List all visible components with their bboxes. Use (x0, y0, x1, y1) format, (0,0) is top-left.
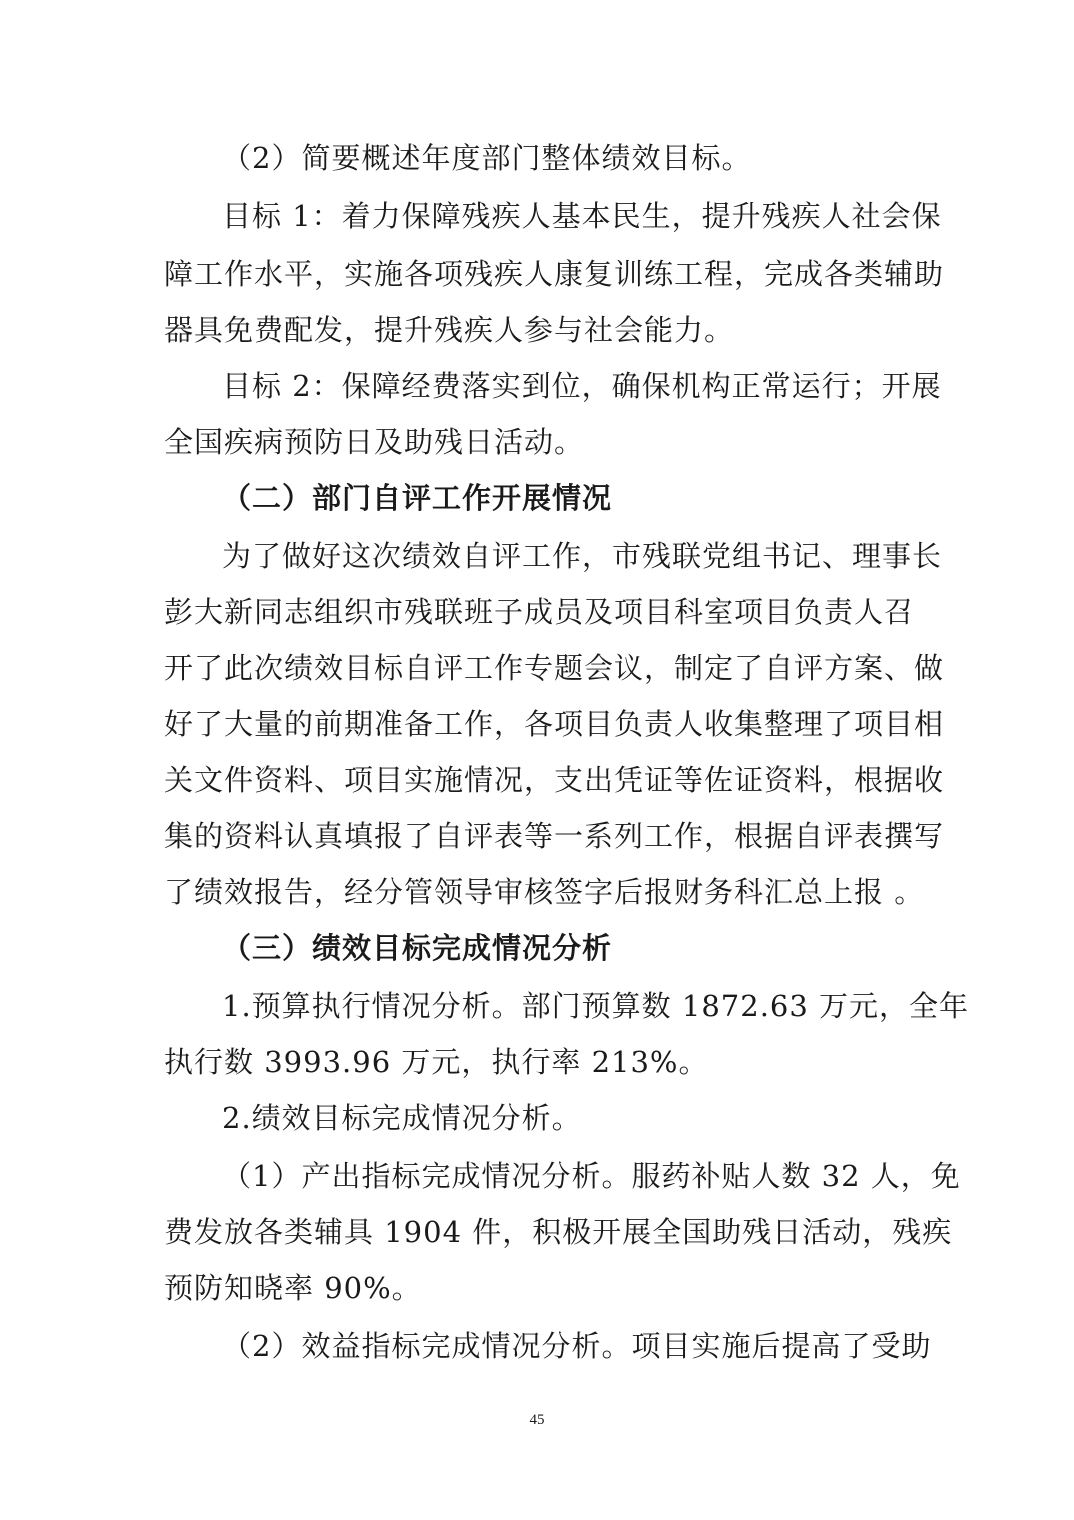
paragraph-line: 目标 1：着力保障残疾人基本民生，提升残疾人社会保 (222, 199, 942, 233)
paragraph-line: 关文件资料、项目实施情况，支出凭证等佐证资料，根据收 (164, 763, 945, 797)
page-number: 45 (529, 1412, 545, 1428)
paragraph-line: 全国疾病预防日及助残日活动。 (164, 425, 585, 459)
paragraph-line: 器具免费配发，提升残疾人参与社会能力。 (164, 313, 735, 347)
paragraph-line: 2.绩效目标完成情况分析。 (222, 1101, 582, 1135)
paragraph-line: （1）产出指标完成情况分析。服药补贴人数 32 人，免 (222, 1159, 961, 1193)
paragraph-line: 目标 2：保障经费落实到位，确保机构正常运行；开展 (222, 369, 942, 403)
section-heading: （三）绩效目标完成情况分析 (222, 931, 613, 965)
paragraph-line: 障工作水平，实施各项残疾人康复训练工程，完成各类辅助 (164, 257, 945, 291)
paragraph-line: 集的资料认真填报了自评表等一系列工作，根据自评表撰写 (164, 819, 945, 853)
paragraph-line: 彭大新同志组织市残联班子成员及项目科室项目负责人召 (164, 595, 915, 629)
paragraph-line: （2）效益指标完成情况分析。项目实施后提高了受助 (222, 1329, 932, 1363)
paragraph-line: 预防知晓率 90%。 (164, 1271, 422, 1305)
paragraph-line: 费发放各类辅具 1904 件，积极开展全国助残日活动，残疾 (164, 1215, 953, 1249)
section-heading: （二）部门自评工作开展情况 (222, 481, 613, 515)
paragraph-line: 执行数 3993.96 万元，执行率 213%。 (164, 1045, 709, 1079)
paragraph-line: 开了此次绩效目标自评工作专题会议，制定了自评方案、做 (164, 651, 945, 685)
paragraph-line: 1.预算执行情况分析。部门预算数 1872.63 万元，全年 (222, 989, 970, 1023)
paragraph-line: 为了做好这次绩效自评工作，市残联党组书记、理事长 (222, 539, 943, 573)
paragraph-line: 好了大量的前期准备工作，各项目负责人收集整理了项目相 (164, 707, 945, 741)
paragraph-line: 了绩效报告，经分管领导审核签字后报财务科汇总上报 。 (164, 875, 925, 909)
paragraph-line: （2）简要概述年度部门整体绩效目标。 (222, 141, 752, 175)
